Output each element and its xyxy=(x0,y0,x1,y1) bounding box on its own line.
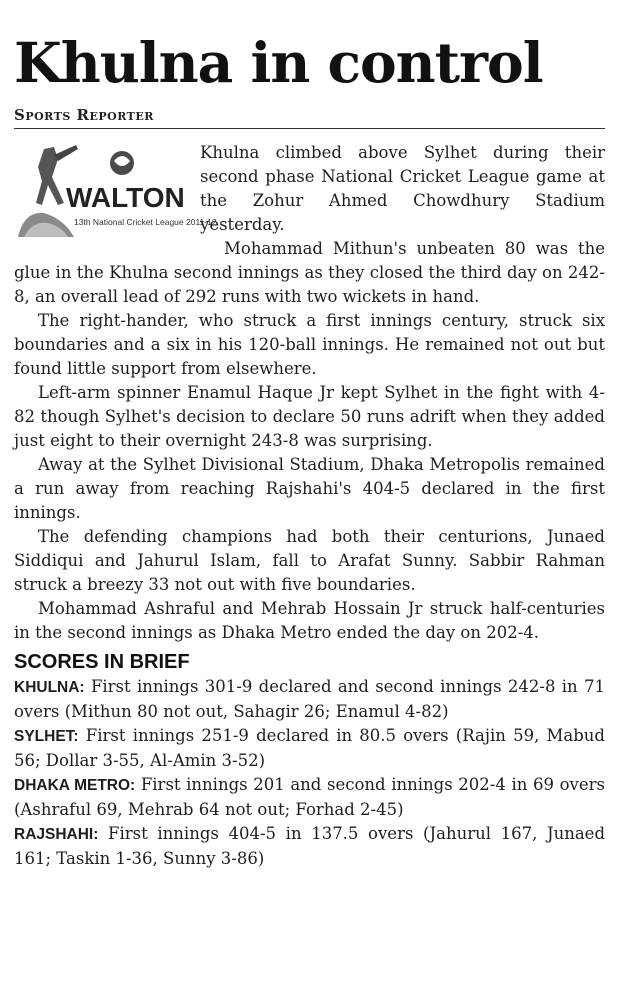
article-paragraph: Khulna climbed above Sylhet during their second phase National Cricket League game at the Zohur Ahmed Chowdhury Stadium yesterday. xyxy=(200,143,605,234)
score-text: First innings 201 and second innings 202-4 in 69 overs (Ashraful 69, Mehrab 64 not out; Forhad 2-45) xyxy=(14,775,605,819)
article-paragraph: Away at the Sylhet Divisional Stadium, Dhaka Metropolis remained a run away from reaching Rajshahi's 404-5 declared in the first innings. xyxy=(14,455,605,522)
scores-heading: SCORES IN BRIEF xyxy=(14,651,190,673)
article-paragraph: The right-hander, who struck a first innings century, struck six boundaries and a six in his 120-ball innings. He remained not out but found little support from elsewhere. xyxy=(14,311,605,378)
logo-brand: WALTON xyxy=(66,182,185,213)
score-team: SYLHET: xyxy=(14,728,79,745)
score-text: First innings 251-9 declared in 80.5 overs (Rajin 59, Mabud 56; Dollar 3-55, Al-Amin 3-52) xyxy=(14,726,605,770)
article-byline: Sports Reporter xyxy=(14,106,154,124)
score-text: First innings 301-9 declared and second innings 242-8 in 71 overs (Mithun 80 not out, Sahagir 26; Enamul 4-82) xyxy=(14,677,605,721)
score-team: KHULNA: xyxy=(14,679,85,696)
score-text: First innings 404-5 in 137.5 overs (Jahurul 167, Junaed 161; Taskin 1-36, Sunny 3-86) xyxy=(14,824,606,868)
article-paragraph: The defending champions had both their centurions, Junaed Siddiqui and Jahurul Islam, fall to Arafat Sunny. Sabbir Rahman struck a breezy 33 not out with five boundaries. xyxy=(14,527,605,594)
score-entry xyxy=(14,822,605,871)
article-paragraph: Mohammad Ashraful and Mehrab Hossain Jr struck half-centuries in the second innings as Dhaka Metro ended the day on 202-4. xyxy=(14,599,605,642)
article-paragraph: Left-arm spinner Enamul Haque Jr kept Sylhet in the fight with 4-82 though Sylhet's decision to declare 50 runs adrift when they added just eight to their overnight 243-8 was surprising. xyxy=(14,383,605,450)
score-entry xyxy=(14,724,605,773)
article-headline: Khulna in control xyxy=(14,30,543,95)
score-entry xyxy=(14,675,605,724)
byline-divider xyxy=(14,128,605,129)
article-paragraph: Mohammad Mithun's unbeaten 80 was the glue in the Khulna second innings as they closed the third day on 242-8, an overall lead of 292 runs with two wickets in hand. xyxy=(14,239,605,306)
score-team: DHAKA METRO: xyxy=(14,777,136,794)
score-entry xyxy=(14,773,605,822)
scores-list xyxy=(14,675,605,871)
walton-ncl-logo xyxy=(14,141,217,241)
score-team: RAJSHAHI: xyxy=(14,826,99,843)
article-body xyxy=(14,141,605,871)
logo-subtitle: 13th National Cricket League 2011-12 xyxy=(74,217,217,227)
news-article-page xyxy=(0,28,619,985)
batsman-logo-icon xyxy=(14,141,217,241)
